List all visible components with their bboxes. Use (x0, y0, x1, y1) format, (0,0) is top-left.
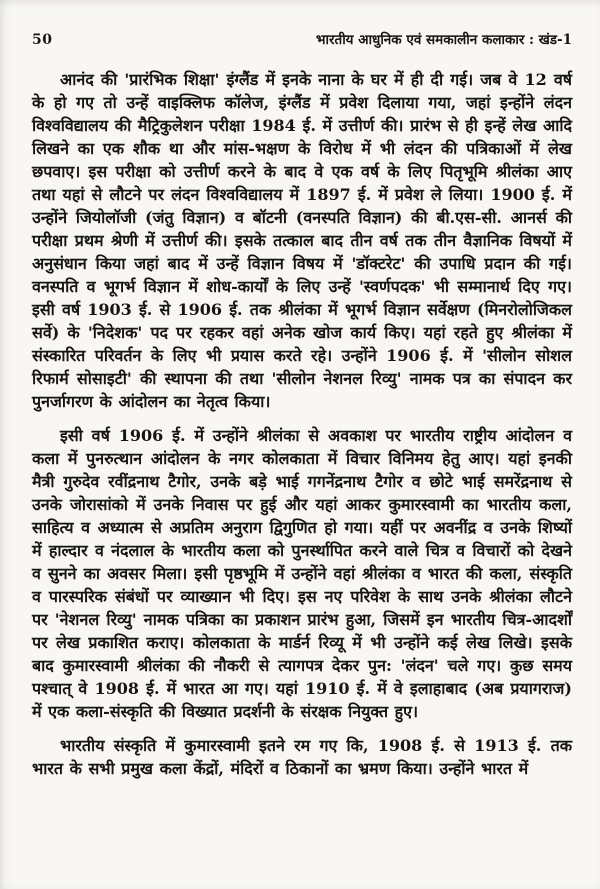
page-body (32, 68, 572, 780)
paragraph-2: इसी वर्ष 1906 ई. में उन्होंने श्रीलंका से अवकाश पर भारतीय राष्ट्रीय आंदोलन व कला में पुनरुत्थान आंदोलन के नगर कोलकाता में विचार विनिमय हेतु आए। यहां इनकी मैत्री गुरुदेव रवींद्रनाथ टैगोर, उनके बड़े भाई गगनेंद्रनाथ टैगोर व छोटे भाई समरेंद्रनाथ से उनके जोरासांको में उनके निवास पर हुई और यहां आकर कुमारस्वामी का भारतीय कला, साहित्य व अध्यात्म से अप्रतिम अनुराग द्विगुणित हो गया। यहीं पर अवनींद्र व उनके शिष्यों में हाल्दार व नंदलाल के भारतीय कला को पुनर्स्थापित करने वाले चित्र व विचारों को देखने व सुनने का अवसर मिला। इसी पृष्ठभूमि में उन्होंने वहां श्रीलंका व भारत की कला, संस्कृति व पारस्परिक संबंधों पर व्याख्यान भी दिए। इस नए परिवेश के साथ उनके श्रीलंका लौटने पर 'नेशनल रिव्यु' नामक पत्रिका का प्रकाशन प्रारंभ हुआ, जिसमें इन भारतीय चित्र-आदर्शों पर लेख प्रकाशित कराए। कोलकाता के मार्डर्न रिव्यू में भी उन्होंने कई लेख लिखे। इसके बाद कुमारस्वामी श्रीलंका की नौकरी से त्यागपत्र देकर पुन: 'लंदन' चले गए। कुछ समय पश्चात् वे 1908 ई. में भारत आ गए। यहां 1910 ई. में वे इलाहाबाद (अब प्रयागराज) में एक कला-संस्कृति की विख्यात प्रदर्शनी के संरक्षक नियुक्त हुए। (32, 426, 572, 721)
paragraph-1: आनंद की 'प्रारंभिक शिक्षा' इंग्लैंड में इनके नाना के घर में ही दी गई। जब वे 12 वर्ष के हो गए तो उन्हें वाइक्लिफ कॉलेज, इंग्लैंड में प्रवेश दिलाया गया, जहां इन्होंने लंदन विश्वविद्यालय की मैट्रिकुलेशन परीक्षा 1984 ई. में उत्तीर्ण की। प्रारंभ से ही इन्हें लेख आदि लिखने का एक शौक था और मांस-भक्षण के विरोध में भी लंदन की पत्रिकाओं में लेख छपवाए। इस परीक्षा को उत्तीर्ण करने के बाद वे एक वर्ष के लिए पितृभूमि श्रीलंका आए तथा यहां से लौटने पर लंदन विश्वविद्यालय में 1897 ई. में प्रवेश ले लिया। 1900 ई. में उन्होंने जियोलॉजी (जंतु विज्ञान) व बॉटनी (वनस्पति विज्ञान) की बी.एस-सी. आनर्स की परीक्षा प्रथम श्रेणी में उत्तीर्ण की। इसके तत्काल बाद तीन वर्ष तक तीन वैज्ञानिक विषयों में अनुसंधान किया जहां बाद में उन्हें विज्ञान विषय में 'डॉक्टरेट' की उपाधि प्रदान की गई। वनस्पति व भूगर्भ विज्ञान में शोध-कार्यों के लिए उन्हें 'स्वर्णपदक' भी सम्मानार्थ दिए गए। इसी वर्ष 1903 ई. से 1906 ई. तक श्रीलंका में भूगर्भ विज्ञान सर्वेक्षण (मिनरोलोजिकल सर्वे) के 'निदेशक' पद पर रहकर वहां अनेक खोज कार्य किए। यहां रहते हुए श्रीलंका में संस्कारित परिवर्तन के लिए भी प्रयास करते रहे। उन्होंने 1906 ई. में 'सीलोन सोशल रिफार्म सोसाइटी' की स्थापना की तथा 'सीलोन नेशनल रिव्यु' नामक पत्र का संपादन कर पुनर्जागरण के आंदोलन का नेतृत्व किया। (32, 70, 572, 411)
paragraph-3: भारतीय संस्कृति में कुमारस्वामी इतने रम गए कि, 1908 ई. से 1913 ई. तक भारत के सभी प्रमुख कला केंद्रों, मंदिरों व ठिकानों का भ्रमण किया। उन्होंने भारत में (32, 736, 572, 778)
page-number: 50 (32, 32, 53, 48)
running-header-title: भारतीय आधुनिक एवं समकालीन कलाकार : खंड-1 (315, 32, 572, 48)
running-header (32, 30, 572, 48)
